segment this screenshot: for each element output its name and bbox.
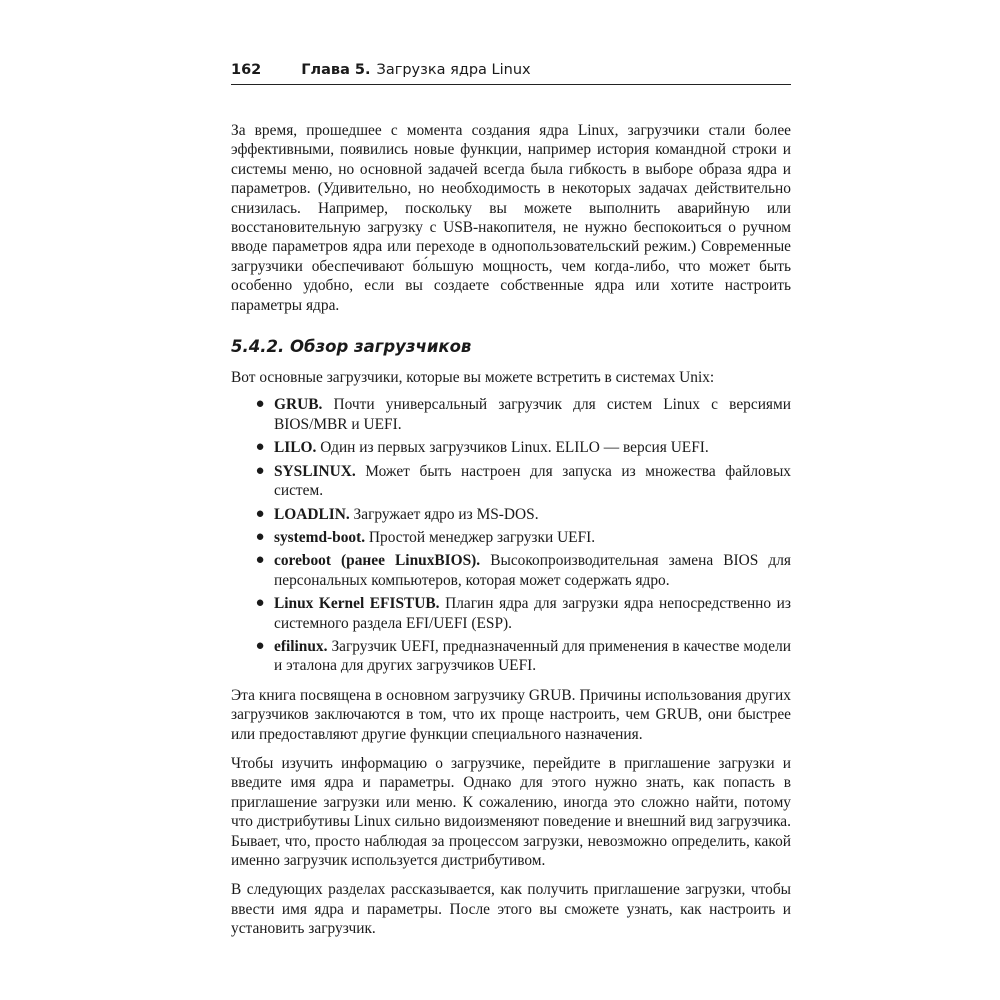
loader-name: Linux Kernel EFISTUB. bbox=[274, 595, 440, 613]
loader-desc: Простой менеджер загрузки UEFI. bbox=[368, 528, 596, 546]
bootloader-list bbox=[231, 395, 791, 675]
paragraph-grub-focus: Эта книга посвящена в основном загрузчику GRUB. Причины использования других загрузчиков заключаются в том, что их проще настроить, чем GRUB, они быстрее или предоставляют другие функции специального назначения. bbox=[231, 686, 791, 743]
section-heading: 5.4.2. Обзор загрузчиков bbox=[231, 337, 472, 357]
paragraph-intro: За время, прошедшее с момента создания ядра Linux, загрузчики стали более эффективными, появились новые функции, например история командной строки и системы меню, но основной задачей всегда была гибкость в выборе образа ядра и параметров. (Удивительно, но необходимость в некоторых задачах действительно снизилась. Например, поскольку вы можете выполнить аварийную или восстановительную загрузку с USB-накопителя, не нужно беспокоиться о ручном вводе параметров ядра или переходе в однопользовательский режим.) Современные загрузчики обеспечивают бо́льшую мощность, чем когда-либо, что может быть особенно удобно, если вы создаете собственные ядра или хотите настроить параметры ядра. bbox=[231, 122, 791, 314]
loader-name: coreboot (ранее LinuxBIOS). bbox=[274, 552, 481, 570]
paragraph-next-sections: В следующих разделах рассказывается, как получить приглашение загрузки, чтобы ввести имя ядра и параметры. После этого вы сможете узнать, как настроить и установить загрузчик. bbox=[231, 881, 791, 938]
book-page bbox=[231, 62, 791, 939]
paragraph-boot-prompt: Чтобы изучить информацию о загрузчике, перейдите в приглашение загрузки и введите имя ядра и параметры. Однако для этого нужно знать, как попасть в приглашение загрузки или меню. К сожалению, иногда это сложно найти, потому что дистрибутивы Linux сильно видоизменяют поведение и внешний вид загрузчика. Бывает, что, просто наблюдая за процессом загрузки, невозможно определить, какой именно загрузчик используется дистрибутивом. bbox=[231, 754, 791, 869]
loader-name: LOADLIN. bbox=[274, 505, 350, 523]
list-item bbox=[255, 395, 791, 434]
bullet-dot-icon: ● bbox=[255, 462, 265, 479]
loader-desc: Один из первых загрузчиков Linux. ELILO — версия UEFI. bbox=[320, 439, 709, 457]
list-item bbox=[255, 551, 791, 590]
loader-name: SYSLINUX. bbox=[274, 462, 356, 480]
loader-desc: Почти универсальный загрузчик для систем Linux с версиями BIOS/MBR и UEFI. bbox=[274, 396, 791, 433]
chapter-title: Загрузка ядра Linux bbox=[376, 62, 531, 78]
loader-desc: Высокопроизводительная замена BIOS для персональных компьютеров, которая может содержать ядро. bbox=[274, 552, 791, 589]
bullet-dot-icon: ● bbox=[255, 595, 265, 612]
loader-name: LILO. bbox=[274, 439, 317, 457]
list-item bbox=[255, 438, 791, 457]
loader-name: systemd-boot. bbox=[274, 528, 366, 546]
bullet-dot-icon: ● bbox=[255, 637, 265, 654]
section-intro: Вот основные загрузчики, которые вы можете встретить в системах Unix: bbox=[231, 369, 715, 387]
bullet-dot-icon: ● bbox=[255, 552, 265, 569]
list-item bbox=[255, 637, 791, 676]
chapter-label: Глава 5. bbox=[301, 62, 371, 78]
loader-desc: Загружает ядро из MS-DOS. bbox=[353, 505, 539, 523]
list-item bbox=[255, 462, 791, 501]
bullet-dot-icon: ● bbox=[255, 528, 265, 545]
bullet-dot-icon: ● bbox=[255, 396, 265, 413]
bullet-dot-icon: ● bbox=[255, 439, 265, 456]
loader-desc: Плагин ядра для загрузки ядра непосредственно из системного раздела EFI/UEFI (ESP). bbox=[274, 595, 791, 632]
page-number: 162 bbox=[231, 62, 262, 78]
header-rule bbox=[231, 84, 791, 85]
list-item bbox=[255, 528, 791, 547]
loader-desc: Загрузчик UEFI, предназначенный для применения в качестве модели и эталона для других загрузчиков UEFI. bbox=[274, 637, 791, 675]
list-item bbox=[255, 594, 791, 633]
bullet-dot-icon: ● bbox=[255, 505, 265, 522]
loader-desc: Может быть настроен для запуска из множества файловых систем. bbox=[274, 462, 791, 500]
loader-name: efilinux. bbox=[274, 637, 328, 655]
list-item bbox=[255, 505, 791, 524]
running-header bbox=[231, 62, 791, 82]
loader-name: GRUB. bbox=[274, 396, 323, 414]
